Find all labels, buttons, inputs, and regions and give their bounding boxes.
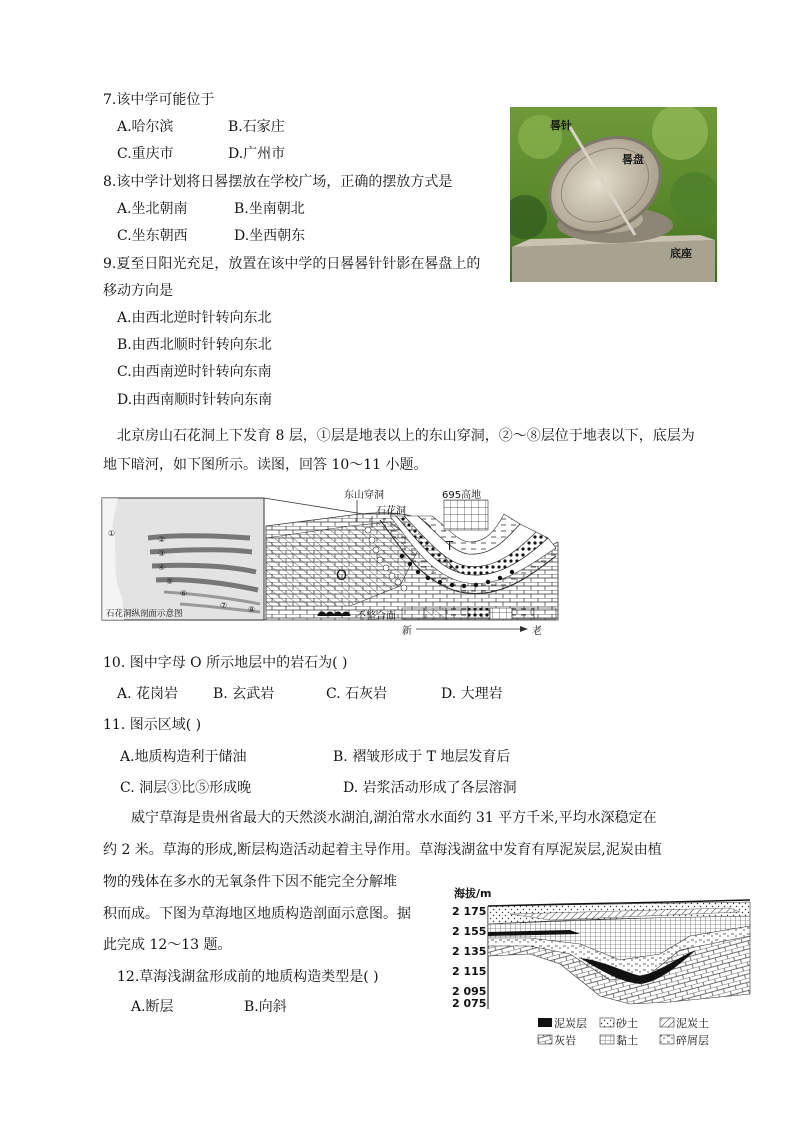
inset-layer-6: ⑥ — [180, 589, 188, 598]
inset-layer-7: ⑦ — [220, 601, 228, 610]
q11-stem: 11. 图示区域( ) — [103, 717, 202, 733]
profile-ytick-2135: 2 135 — [452, 945, 487, 958]
q9-stem-line2: 移动方向是 — [103, 283, 173, 299]
legend-peat-layer: 泥炭层 — [554, 1017, 587, 1030]
q10-option-a: A. 花岗岩 — [117, 686, 179, 702]
q9-option-d: D.由西南顺时针转向东南 — [117, 392, 273, 408]
sundial-label-gnomon: 晷针 — [550, 119, 572, 132]
q11-option-a: A.地质构造利于储油 — [120, 749, 247, 765]
inset-layer-4: ④ — [158, 563, 166, 572]
label-shihua-cave: 石花洞 — [376, 506, 406, 517]
passage1-line2: 地下暗河，如下图所示。读图，回答 10～11 小题。 — [103, 457, 428, 473]
sundial-label-base: 底座 — [670, 247, 692, 260]
inset-layer-2: ② — [158, 535, 166, 544]
q7-option-d: D.广州市 — [228, 146, 286, 162]
q9-option-c: C.由西南逆时针转向东南 — [117, 364, 272, 380]
profile-ytick-2115: 2 115 — [452, 965, 487, 978]
passage2-line1: 威宁草海是贵州省最大的天然淡水湖泊,湖泊常水水面约 31 平方千米,平均水深稳定在 — [131, 810, 657, 826]
q9-option-b: B.由西北顺时针转向东北 — [117, 337, 272, 353]
profile-ylabel: 海拔/m — [454, 887, 492, 900]
legend-peat-soil: 泥炭土 — [676, 1017, 709, 1030]
q8-option-a: A.坐北朝南 — [117, 201, 188, 217]
sundial-label-dial: 晷盘 — [622, 153, 644, 166]
legend-limestone: 灰岩 — [554, 1034, 576, 1047]
q10-option-d: D. 大理岩 — [441, 686, 503, 702]
q10-option-c: C. 石灰岩 — [326, 686, 388, 702]
passage2-line2: 约 2 米。草海的形成,断层构造活动起着主导作用。草海浅湖盆中发育有厚泥炭层,泥炭由植 — [103, 842, 662, 858]
label-dongshan-tunnel: 东山穿洞 — [344, 490, 384, 501]
profile-ytick-2175: 2 175 — [452, 905, 487, 918]
q8-option-c: C.坐东朝西 — [117, 228, 188, 244]
passage2-line4: 积而成。下图为草海地区地质构造剖面示意图。据 — [103, 906, 411, 922]
q10-option-b: B. 玄武岩 — [213, 686, 275, 702]
q10-stem: 10. 图中字母 O 所示地层中的岩石为( ) — [103, 655, 348, 671]
legend-unconformity: 不整合面 — [356, 611, 396, 622]
profile-ytick-2095: 2 095 — [452, 985, 487, 998]
profile-ytick-2075: 2 075 — [452, 997, 487, 1010]
q8-option-b: B.坐南朝北 — [234, 201, 305, 217]
passage1-line1: 北京房山石花洞上下发育 8 层，①层是地表以上的东山穿洞，②～⑧层位于地表以下，底层为 — [117, 428, 695, 444]
legend-clay: 黏土 — [616, 1034, 638, 1047]
legend-debris: 碎屑层 — [676, 1034, 709, 1047]
q7-option-a: A.哈尔滨 — [117, 119, 174, 135]
label-stratum-o: O — [336, 568, 348, 584]
q12-option-a: A.断层 — [131, 999, 174, 1015]
inset-layer-8: ⑧ — [248, 605, 256, 614]
inset-layer-1: ① — [108, 529, 116, 538]
label-695-highland: 695高地 — [442, 490, 482, 501]
q11-option-b: B. 褶皱形成于 T 地层发育后 — [333, 749, 511, 765]
inset-layer-3: ③ — [158, 549, 166, 558]
inset-caption: 石花洞纵剖面示意图 — [106, 609, 183, 619]
q11-option-c: C. 洞层③比⑤形成晚 — [120, 780, 252, 796]
legend-old: 老 — [532, 626, 542, 637]
sundial-photo — [510, 107, 717, 282]
q7-stem: 7.该中学可能位于 — [103, 92, 215, 108]
inset-layer-5: ⑤ — [166, 577, 174, 586]
q7-option-b: B.石家庄 — [228, 119, 285, 135]
q11-option-d: D. 岩浆活动形成了各层溶洞 — [343, 780, 517, 796]
profile-ytick-2155: 2 155 — [452, 925, 487, 938]
q8-option-d: D.坐西朝东 — [234, 228, 306, 244]
caohai-profile-figure — [450, 884, 752, 1050]
legend-sand: 砂土 — [616, 1017, 638, 1030]
passage2-line3: 物的残体在多水的无氧条件下因不能完全分解堆 — [103, 874, 397, 890]
label-stratum-t: T — [446, 539, 454, 553]
legend-new: 新 — [402, 626, 412, 637]
q9-option-a: A.由西北逆时针转向东北 — [117, 310, 272, 326]
q9-stem-line1: 9.夏至日阳光充足，放置在该中学的日晷晷针针影在晷盘上的 — [103, 256, 481, 272]
q12-option-b: B.向斜 — [244, 999, 287, 1015]
passage2-line5: 此完成 12～13 题。 — [103, 937, 232, 953]
q7-option-c: C.重庆市 — [117, 146, 174, 162]
q12-stem: 12.草海浅湖盆形成前的地质构造类型是( ) — [117, 969, 379, 985]
shihua-cave-figure — [100, 486, 562, 638]
q8-stem: 8.该中学计划将日晷摆放在学校广场，正确的摆放方式是 — [103, 174, 453, 190]
